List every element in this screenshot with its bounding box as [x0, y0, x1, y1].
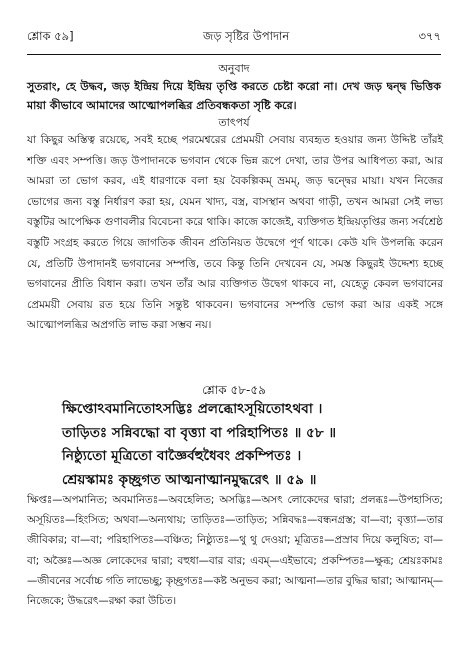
- header-divider: [27, 54, 441, 55]
- purport-block: [27, 130, 443, 336]
- verse-line: নিষ্ঠ্যুতো মূত্রিতো বাজ্ঞৈর্বহুধৈবং প্রকম্পিতঃ ।: [62, 448, 302, 464]
- translation-block: [27, 77, 441, 115]
- synonyms-block: [27, 490, 443, 611]
- verse-line: তাড়িতঃ সন্নিবদ্ধো বা বৃত্ত্যা বা পরিহাপিতঃ ॥ ৫৮ ॥: [62, 424, 337, 441]
- verse-line: শ্রেয়স্কামঃ কৃচ্ছ্রগত আত্মনাত্মানমুদ্ধরেৎ ॥ ৫৯ ॥: [62, 471, 317, 488]
- header-chapter-title: জড় সৃষ্টির উপাদান: [202, 29, 290, 43]
- header-verse-ref: শ্লোক ৫৯]: [27, 29, 74, 43]
- sanskrit-verse: [62, 398, 427, 492]
- purport-text: যা কিছুর অস্তিত্ব রয়েছে, সবই হচ্ছে পরমেশ্বরের প্রেমময়ী সেবায় ব্যবহৃত হওয়ার জন্য উদ্দিষ্ট তাঁরই শক্তি এবং সম্পত্তি। জড় উপাদানকে ভগবান থেকে ভিন্ন রূপে দেখা, তার উপর আধিপত্য করা, আর আমরা তা ভোগ করব, এই ধারণাকে বলা হয় বৈকল্পিকম্ ভ্রমম্, জড় দ্বন্দ্বের মায়া। যখন নিজের ভোগের জন্য বস্তু নির্ধারণ করা হয়, যেমন খাদ্য, বস্ত্র, বাসস্থান অথবা গাড়ী, তখন আমরা সেই লভ্য বস্তুটির আপেক্ষিক গুণাবলীর বিবেচনা করে থাকি। কাজে কাজেই, ব্যক্তিগত ইন্দ্রিয়তৃপ্তির জন্য সর্বশ্রেষ্ঠ বস্তুটি সংগ্রহ করতে গিয়ে জাগতিক জীবন প্রতিনিয়ত উদ্বেগে পূর্ণ থাকে। কেউ যদি উপলব্ধি করেন যে, প্রতিটি উপাদানই ভগবানের সম্পত্তি, তবে কিন্তু তিনি দেখবেন যে, সমস্ত কিছুরই উদ্দেশ্য হচ্ছে ভগবানের প্রীতি বিধান করা। তখন তাঁর আর ব্যক্তিগত উদ্বেগ থাকবে না, যেহেতু কেবল ভগবানের প্রেমময়ী সেবায় রত হয়ে তিনি সন্তুষ্ট থাকবেন। ভগবানের সম্পত্তি ভোগ করা আর একই সঙ্গে আত্মোপলব্ধির অপ্রগতি লাভ করা সম্ভব নয়।: [27, 134, 443, 332]
- synonyms-text: ক্ষিপ্তঃ—অপমানিত; অবমানিতঃ—অবহেলিত; অসদ্ভিঃ—অসৎ লোকেদের দ্বারা; প্রলব্ধঃ—উপহাসিত; অসূয়িতঃ—হিংসিত; অথবা—অন্যথায়; তাড়িতঃ—তাড়িত; সন্নিবদ্ধঃ—বন্ধনগ্রস্ত; বা—বা; বৃত্ত্যা—তার জীবিকার; বা—বা; পরিহাপিতঃ—বঞ্চিত; নিষ্ঠ্যুতঃ—থু থু দেওয়া; মূত্রিতঃ—প্রস্রাব দিয়ে কলুষিত; বা—বা; অজ্ঞৈঃ—অজ্ঞ লোকেদের দ্বারা; বহুধা—বার বার; এবম্—এইভাবে; প্রকম্পিতঃ—ক্ষুব্ধ; শ্রেয়ঃকামঃ—জীবনের সর্বোচ্চ গতি লাভেচ্ছু; কৃচ্ছ্রগতঃ—কষ্ট অনুভব করা; আত্মনা—তার বুদ্ধির দ্বারা; আত্মানম্—নিজেকে; উদ্ধরেৎ—রক্ষা করা উচিত।: [27, 494, 443, 608]
- running-header: [27, 28, 441, 44]
- page-number: ৩৭৭: [418, 29, 441, 43]
- purport-heading: তাৎপর্য: [218, 116, 250, 129]
- verse-line: ক্ষিপ্তোঽবমানিতোঽসদ্ভিঃ প্রলব্ধোঽসূয়িতোঽথবা ।: [62, 401, 323, 417]
- translation-text: সুতরাং, হে উদ্ধব, জড় ইন্দ্রিয় দিয়ে ইন্দ্রিয় তৃপ্তি করতে চেষ্টা করো না। দেখ জড় দ্বন্দ্ব ভিত্তিক মায়া কীভাবে আমাদের আত্মোপলব্ধির প্রতিবন্ধকতা সৃষ্টি করে।: [27, 80, 441, 112]
- verse-heading: শ্লোক ৫৮-৫৯: [202, 383, 266, 397]
- translation-heading: অনুবাদ: [218, 62, 250, 75]
